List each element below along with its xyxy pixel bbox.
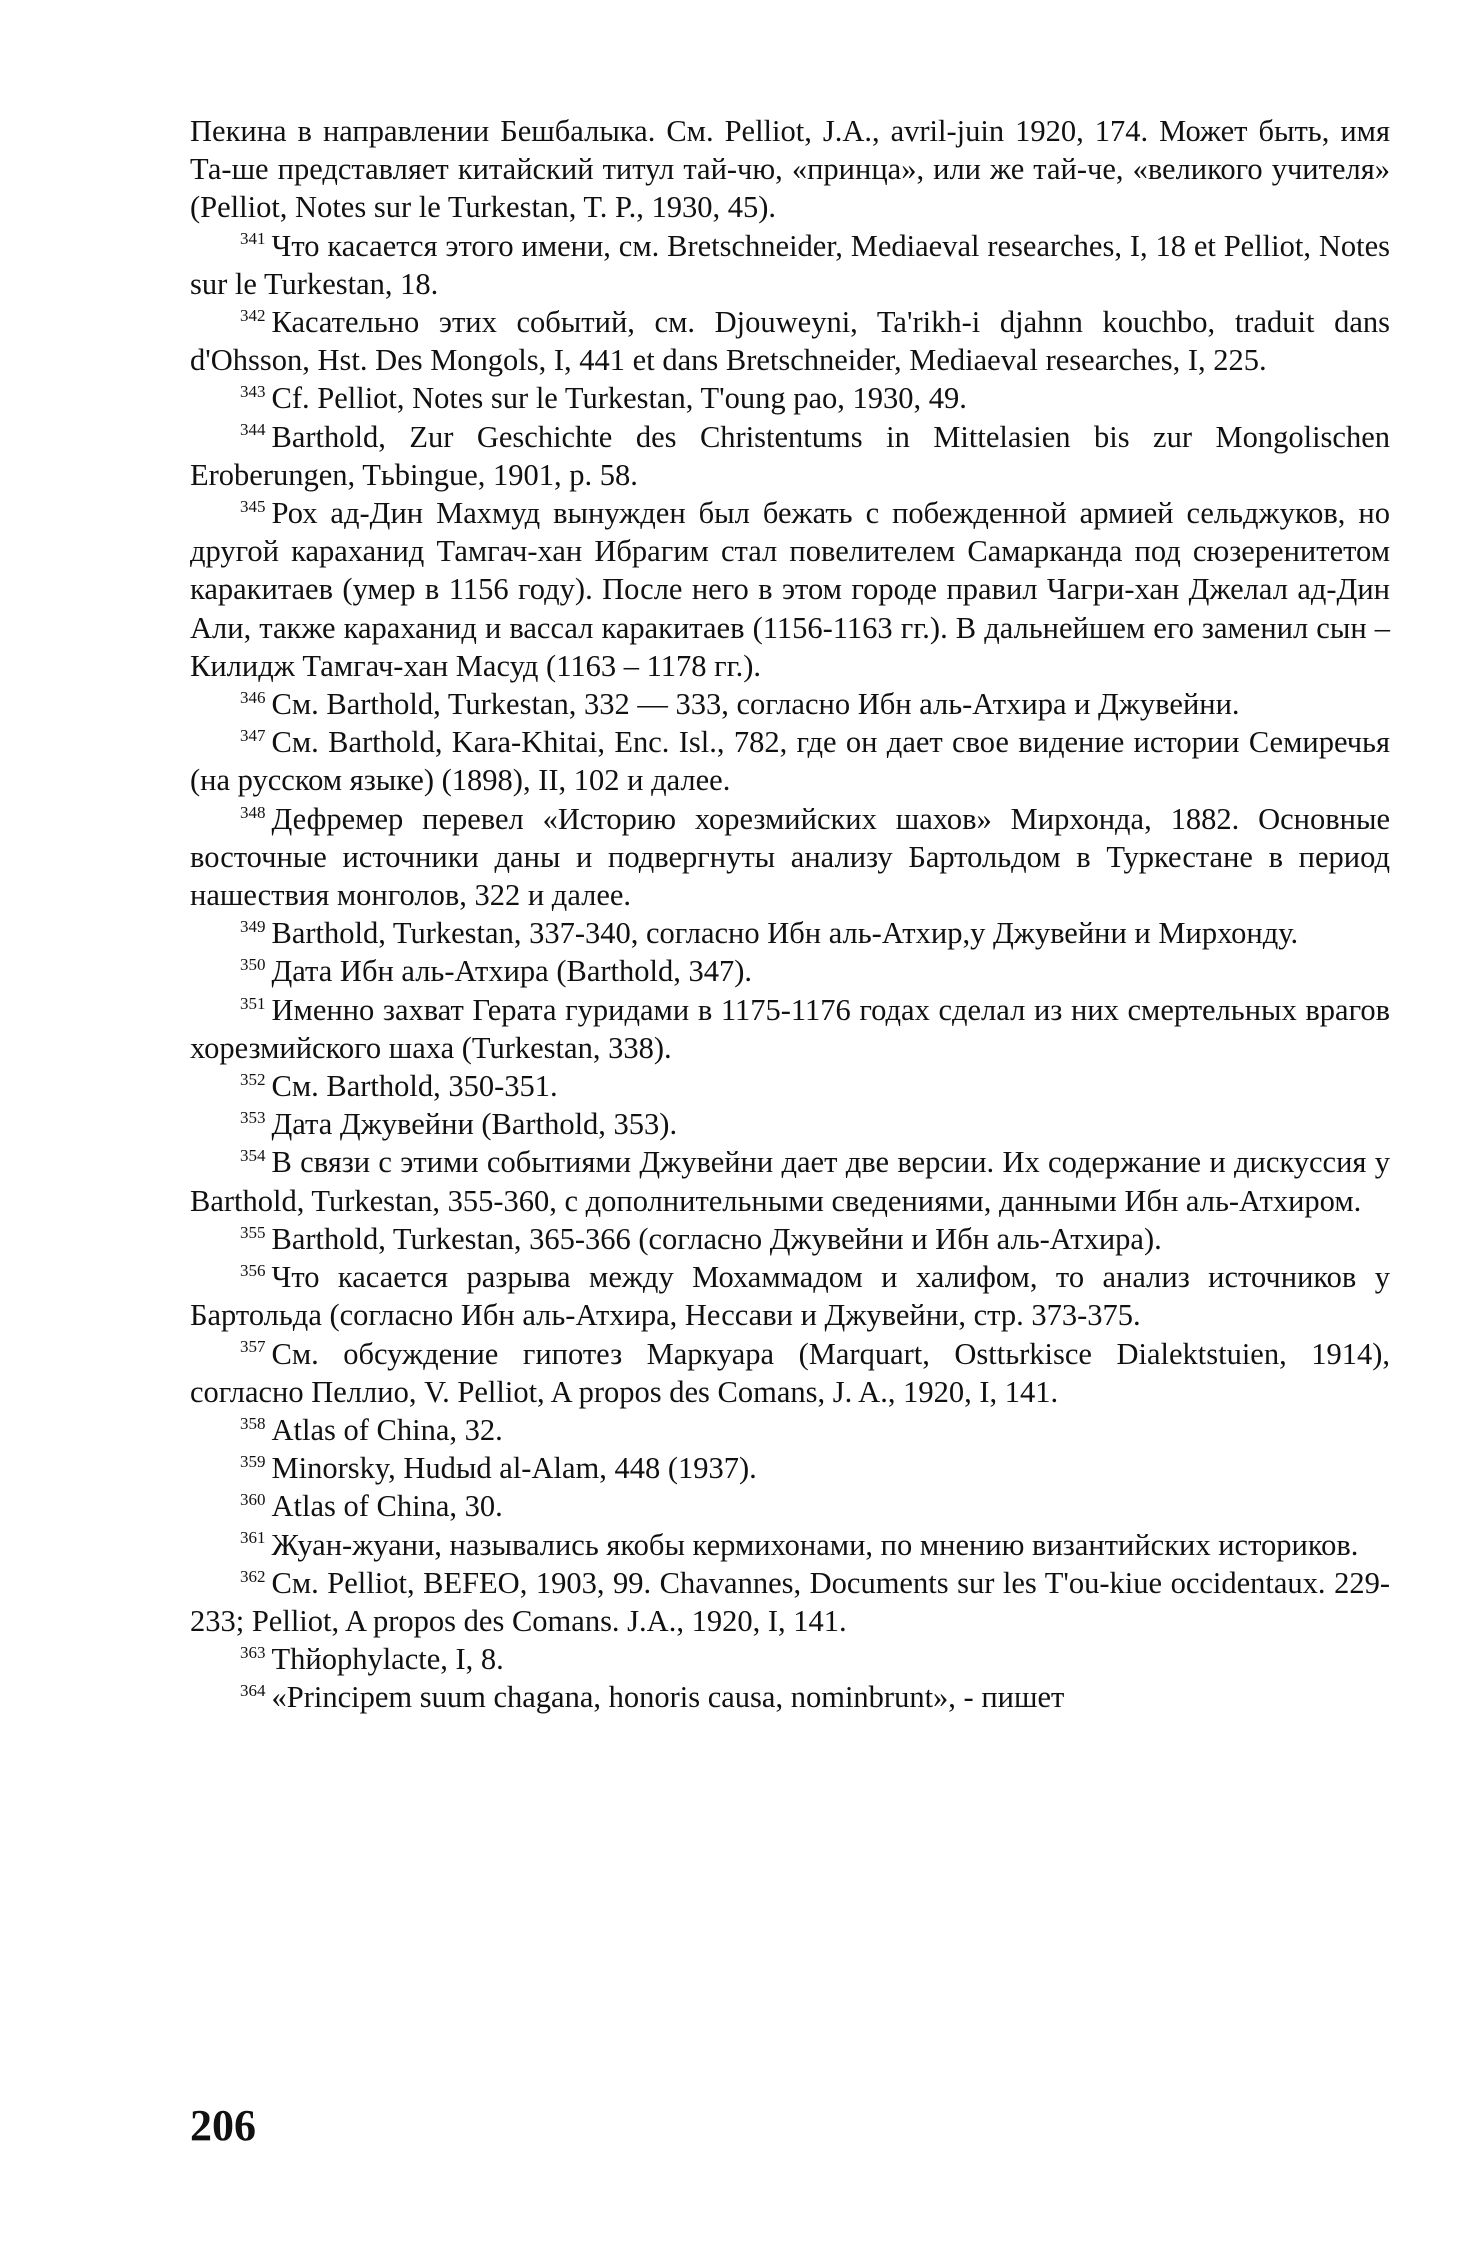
footnote-text: Дефремер перевел «Историю хорезмийских шахов» Мирхонда, 1882. Основные восточные источники даны и подвергнуты анализу Бартольдом в Туркестане в период нашествия монголов, 322 и далее. — [190, 801, 1390, 913]
footnote — [190, 800, 1390, 915]
footnote-text: Minorsky, Hudыd al-Alam, 448 (1937). — [271, 1451, 757, 1486]
footnote-number: 362 — [240, 1566, 266, 1586]
footnotes-block — [190, 112, 1390, 1717]
footnote-number: 348 — [240, 802, 266, 822]
footnote-number: 344 — [240, 420, 266, 440]
page-number: 206 — [190, 2101, 256, 2150]
footnote-number: 343 — [240, 382, 266, 402]
footnote-number: 354 — [240, 1146, 266, 1166]
footnote-text: См. Pelliot, BEFEO, 1903, 99. Chavannes, Documents sur les T'ou-kiue occidentaux. 229-233; Pelliot, A propos des Comans. J.A., 1920, I, 141. — [190, 1565, 1390, 1638]
footnote — [190, 1526, 1390, 1564]
footnote — [190, 952, 1390, 990]
footnote-number: 341 — [240, 229, 266, 249]
footnote-text: Thйophylacte, I, 8. — [271, 1642, 504, 1677]
footnote-number: 364 — [240, 1681, 266, 1701]
footnote-number: 347 — [240, 726, 266, 746]
footnote-number: 353 — [240, 1108, 266, 1128]
footnote — [190, 1220, 1390, 1258]
footnote — [190, 1067, 1390, 1105]
footnote-text: См. обсуждение гипотез Маркуара (Marquart, Osttьrkisce Dialektstuien, 1914), согласно Пеллио, V. Pelliot, A propos des Comans, J. A., 1920, I, 141. — [190, 1336, 1390, 1409]
footnote — [190, 1449, 1390, 1487]
continuation-paragraph: Пекина в направлении Бешбалыка. См. Pelliot, J.A., avril-juin 1920, 174. Может быть, имя Та-ше представляет китайский титул тай-чю, «принца», или же тай-че, «великого учителя» (Pelliot, Notes sur le Turkestan, T. P., 1930, 45). — [190, 114, 1390, 225]
footnote — [190, 1564, 1390, 1640]
footnote-text: Cf. Pelliot, Notes sur le Turkestan, T'oung pao, 1930, 49. — [271, 381, 967, 416]
footnote-number: 346 — [240, 687, 266, 707]
footnote-number: 352 — [240, 1069, 266, 1089]
footnote — [190, 1678, 1390, 1716]
footnote-number: 358 — [240, 1413, 266, 1433]
footnote-text: Касательно этих событий, см. Djouweyni, Ta'rikh-i djahnn kouchbo, traduit dans d'Ohsson, Hst. Des Mongols, I, 441 et dans Bretschneider, Mediaeval researches, I, 225. — [190, 305, 1390, 378]
footnote — [190, 1411, 1390, 1449]
footnote — [190, 379, 1390, 417]
footnote — [190, 914, 1390, 952]
footnote-text: Рох ад-Дин Махмуд вынужден был бежать с побежденной армией сельджуков, но другой караханид Тамгач-хан Ибрагим стал повелителем Самарканда под сюзеренитетом каракитаев (умер в 1156 году). После него в этом городе правил Чагри-хан Джелал ад-Дин Али, также караханид и вассал каракитаев (1156-1163 гг.). В дальнейшем его заменил сын – Килидж Тамгач-хан Масуд (1163 – 1178 гг.). — [190, 496, 1390, 683]
footnote-text: Barthold, Turkestan, 365-366 (согласно Джувейни и Ибн аль-Атхира). — [271, 1221, 1162, 1256]
footnote — [190, 1640, 1390, 1678]
footnote-number: 360 — [240, 1490, 266, 1510]
footnote-text: Barthold, Zur Geschichte des Christentums in Mittelasien bis zur Mongolischen Eroberungen, Tьbingue, 1901, p. 58. — [190, 419, 1390, 492]
footnote-number: 351 — [240, 993, 266, 1013]
footnote — [190, 1143, 1390, 1219]
footnote-text: Именно захват Герата гуридами в 1175-1176 годах сделал из них смертельных врагов хорезмийского шаха (Turkestan, 338). — [190, 992, 1390, 1065]
footnote-text: Дата Джувейни (Barthold, 353). — [271, 1107, 678, 1142]
footnote-number: 355 — [240, 1222, 266, 1242]
footnote — [190, 685, 1390, 723]
footnote — [190, 303, 1390, 379]
footnote-text: См. Barthold, 350-351. — [271, 1069, 558, 1104]
footnote-number: 345 — [240, 496, 266, 516]
footnote-text: Atlas of China, 32. — [271, 1412, 503, 1447]
footnote-text: Atlas of China, 30. — [271, 1489, 503, 1524]
footnote-number: 359 — [240, 1451, 266, 1471]
footnote-text: Жуан-жуани, назывались якобы кермихонами, по мнению византийских историков. — [271, 1527, 1359, 1562]
footnote — [190, 1105, 1390, 1143]
footnote-text: Что касается разрыва между Мохаммадом и халифом, то анализ источников у Бартольда (согласно Ибн аль-Атхира, Нессави и Джувейни, стр. 373-375. — [190, 1260, 1390, 1333]
notes-list — [190, 227, 1390, 1717]
footnote-text: «Principem suum chagana, honoris causa, nominbrunt», - пишет — [271, 1680, 1065, 1715]
footnote-number: 349 — [240, 917, 266, 937]
footnote — [190, 991, 1390, 1067]
footnote-number: 342 — [240, 305, 266, 325]
footnote — [190, 1335, 1390, 1411]
footnote — [190, 723, 1390, 799]
footnote — [190, 227, 1390, 303]
footnote — [190, 1487, 1390, 1525]
footnote — [190, 494, 1390, 685]
footnote — [190, 1258, 1390, 1334]
footnote — [190, 418, 1390, 494]
footnote-number: 357 — [240, 1337, 266, 1357]
footnote-text: См. Barthold, Kara-Khitai, Enc. Isl., 782, где он дает свое видение истории Семиречья (на русском языке) (1898), II, 102 и далее. — [190, 725, 1390, 798]
footnote-text: Barthold, Turkestan, 337-340, согласно Ибн аль-Атхир,у Джувейни и Мирхонду. — [271, 916, 1299, 951]
footnote-number: 361 — [240, 1528, 266, 1548]
footnote-text: Дата Ибн аль-Атхира (Barthold, 347). — [271, 954, 752, 989]
footnote-text: См. Barthold, Turkestan, 332 — 333, согласно Ибн аль-Атхира и Джувейни. — [271, 687, 1240, 722]
footnote-text: Что касается этого имени, см. Bretschneider, Mediaeval researches, I, 18 et Pelliot, Notes sur le Turkestan, 18. — [190, 228, 1390, 301]
footnote-number: 356 — [240, 1260, 266, 1280]
footnote-number: 363 — [240, 1642, 266, 1662]
footnote-number: 350 — [240, 955, 266, 975]
footnote-text: В связи с этими событиями Джувейни дает две версии. Их содержание и дискуссия у Barthold, Turkestan, 355-360, с дополнительными сведениями, данными Ибн аль-Атхиром. — [190, 1145, 1390, 1218]
